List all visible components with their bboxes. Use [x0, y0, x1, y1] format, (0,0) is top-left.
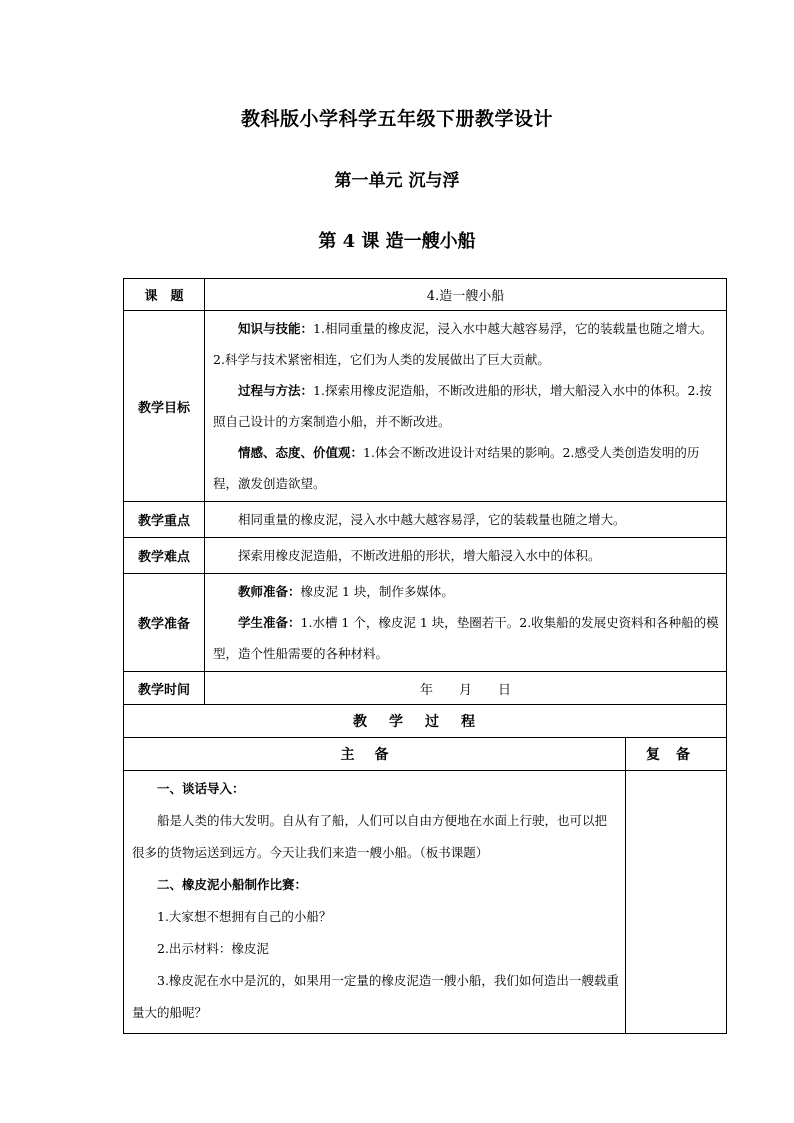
knowledge-label: 知识与技能： [238, 321, 314, 336]
body-item-1: 1.大家想不想拥有自己的小船？ [157, 909, 332, 924]
difficulty-label: 教学难点 [124, 538, 205, 574]
time-label: 教学时间 [124, 672, 205, 705]
knowledge-text: 1.相同重量的橡皮泥，浸入水中越大越容易浮，它的装载量也随之增大。2.科学与技术紧密相连，它们为人类的发展做出了巨大贡献。 [213, 321, 713, 367]
lesson-plan-table [123, 278, 727, 1034]
process-header-row [124, 705, 727, 738]
main-header: 主备 [124, 738, 626, 771]
topic-value: 4.造一艘小船 [205, 279, 727, 311]
section1-title: 一、谈话导入： [157, 781, 245, 796]
body-item-2: 2.出示材料：橡皮泥 [157, 941, 269, 956]
process-header: 教学过程 [124, 705, 727, 738]
emotion-objective [213, 437, 720, 499]
time-row [124, 672, 727, 705]
student-prep [213, 607, 720, 669]
objectives-content [205, 311, 727, 502]
key-point-value [205, 502, 727, 538]
emotion-label: 情感、态度、价值观： [238, 445, 364, 460]
teacher-prep-text: 橡皮泥 1 块，制作多媒体。 [300, 584, 454, 599]
emotion-text: 1.体会不断改进设计对结果的影响。2.感受人类创造发明的历程，激发创造欲望。 [213, 445, 700, 491]
difficulty-row [124, 538, 727, 574]
key-point-row [124, 502, 727, 538]
objectives-label: 教学目标 [124, 311, 205, 502]
column-header-row [124, 738, 727, 771]
unit-title: 第一单元 沉与浮 [334, 171, 460, 191]
feedback-body [626, 771, 727, 1034]
preparation-label: 教学准备 [124, 574, 205, 672]
preparation-row [124, 574, 727, 672]
body-item-3: 3.橡皮泥在水中是沉的，如果用一定量的橡皮泥造一艘小船，我们如何造出一艘载重量大的船呢？ [132, 973, 619, 1020]
process-body-row [124, 771, 727, 1034]
topic-label: 课 题 [124, 279, 205, 311]
section2-title: 二、橡皮泥小船制作比赛： [157, 877, 308, 892]
objectives-row [124, 311, 727, 502]
key-point-text: 相同重量的橡皮泥，浸入水中越大越容易浮，它的装载量也随之增大。 [238, 512, 626, 527]
lesson-title: 第 4 课 造一艘小船 [318, 231, 476, 252]
key-point-label: 教学重点 [124, 502, 205, 538]
difficulty-text: 探索用橡皮泥造船，不断改进船的形状，增大船浸入水中的体积。 [238, 548, 601, 563]
document-title: 教科版小学科学五年级下册教学设计 [240, 108, 553, 130]
process-text: 1.探索用橡皮泥造船，不断改进船的形状，增大船浸入水中的体积。2.按照自己设计的方案制造小船，并不断改进。 [213, 383, 712, 429]
time-value: 年 月 日 [205, 672, 727, 705]
process-label: 过程与方法： [238, 383, 314, 398]
topic-row [124, 279, 727, 311]
teacher-prep-label: 教师准备： [238, 584, 301, 599]
knowledge-objective [213, 313, 720, 375]
feedback-header: 复备 [626, 738, 727, 771]
difficulty-value [205, 538, 727, 574]
teacher-prep [213, 576, 720, 607]
process-objective [213, 375, 720, 437]
section1-text: 船是人类的伟大发明。自从有了船，人们可以自由方便地在水面上行驶，也可以把很多的货物运送到远方。今天让我们来造一艘小船。（板书课题） [132, 813, 608, 860]
student-prep-text: 1.水槽 1 个，橡皮泥 1 块，垫圈若干。2.收集船的发展史资料和各种船的模型，造个性船需要的各种材料。 [213, 615, 719, 661]
preparation-content [205, 574, 727, 672]
student-prep-label: 学生准备： [238, 615, 301, 630]
main-body [124, 771, 626, 1034]
